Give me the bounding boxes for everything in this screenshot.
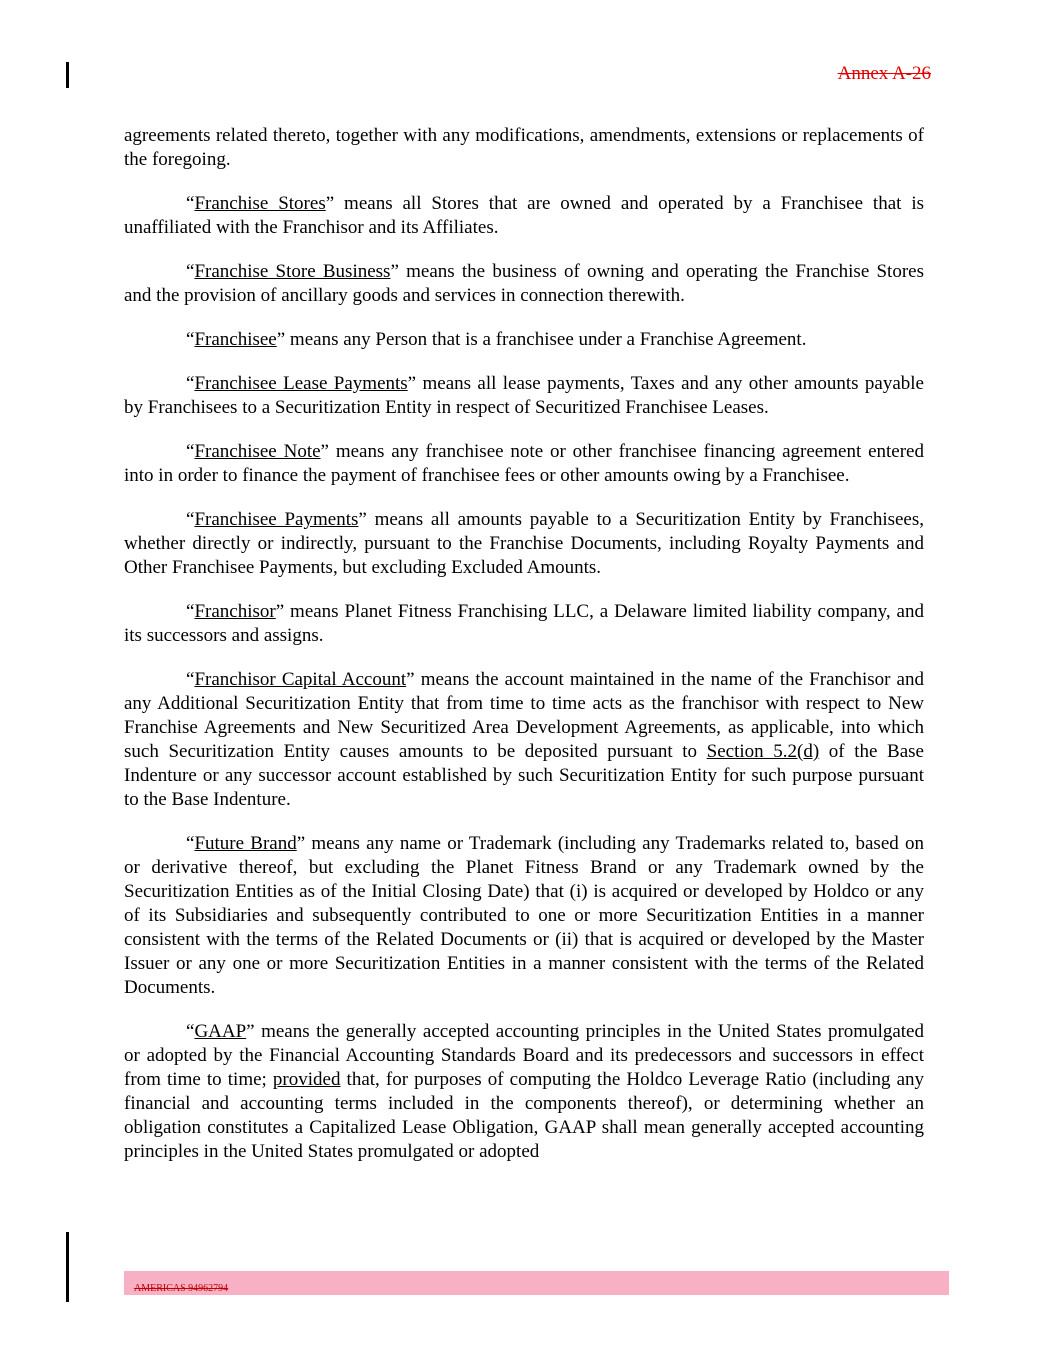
definition-franchisor-capital-account: “Franchisor Capital Account” means the account maintained in the name of the Franchisor and any Additional Securitization Entity that from time to time acts as the franchisor with respect to New Franchise Agreements and New Securitized Area Development Agreements, as applicable, into which such Securitization Entity causes amounts to be deposited pursuant to Section 5.2(d) of the Base Indenture or any successor account established by such Securitization Entity for such purpose pursuant to the Base Indenture. [124,669,924,810]
footer-doc-id: AMERICAS 94962794 [134,1283,229,1294]
definition-franchise-store-business: “Franchise Store Business” means the business of owning and operating the Franchise Stores and the provision of ancillary goods and services in connection therewith. [124,261,924,306]
definition-franchise-stores: “Franchise Stores” means all Stores that are owned and operated by a Franchisee that is unaffiliated with the Franchisor and its Affiliates. [124,193,924,238]
definition-franchisee: “Franchisee” means any Person that is a franchisee under a Franchise Agreement. [186,329,807,350]
definition-gaap: “GAAP” means the generally accepted accounting principles in the United States promulgated or adopted by the Financial Accounting Standards Board and its predecessors and successors in effect from time to time; provided that, for purposes of computing the Holdco Leverage Ratio (including any financial and accounting terms included in the components thereof), or determining whether an obligation constitutes a Capitalized Lease Obligation, GAAP shall mean generally accepted accounting principles in the United States promulgated or adopted [124,1021,925,1162]
defined-term: Franchisor [194,601,276,622]
change-bar-bottom [66,1232,69,1302]
definition-franchisor: “Franchisor” means Planet Fitness Franchising LLC, a Delaware limited liability company, and its successors and assigns. [124,601,924,646]
change-bar-top [66,62,69,88]
defined-term: Franchisor Capital Account [194,669,407,690]
defined-term: Franchisee [194,329,277,350]
definition-future-brand: “Future Brand” means any name or Trademark (including any Trademarks related to, based on or derivative thereof, but excluding the Planet Fitness Brand or any Trademark owned by the Securitization Entities as of the Initial Closing Date) that (i) is acquired or developed by Holdco or any of its Subsidiaries and subsequently contributed to one or more Securitization Entities in a manner consistent with the terms of the Related Documents or (ii) that is acquired or developed by the Master Issuer or any one or more Securitization Entities in a manner consistent with the terms of the Related Documents. [124,833,924,998]
defined-term: GAAP [194,1021,247,1042]
paragraph-continuation: agreements related thereto, together with any modifications, amendments, extensions or replacements of the foregoing. [124,125,924,170]
definition-franchisee-lease-payments: “Franchisee Lease Payments” means all lease payments, Taxes and any other amounts payable by Franchisees to a Securitization Entity in respect of Securitized Franchisee Leases. [124,373,924,418]
annex-label: Annex A-26 [837,63,931,84]
proviso-term: provided [272,1069,341,1090]
document-body [124,124,924,1184]
footer-highlight [124,1271,949,1295]
defined-term: Franchisee Lease Payments [194,373,408,394]
definition-franchisee-payments: “Franchisee Payments” means all amounts payable to a Securitization Entity by Franchisees, whether directly or indirectly, pursuant to the Franchise Documents, including Royalty Payments and Other Franchisee Payments, but excluding Excluded Amounts. [124,509,925,578]
defined-term: Franchisee Note [194,441,321,462]
defined-term: Franchise Store Business [194,261,391,282]
section-reference: Section 5.2(d) [706,741,820,762]
defined-term: Future Brand [194,833,297,854]
defined-term: Franchise Stores [194,193,326,214]
defined-term: Franchisee Payments [194,509,359,530]
definition-franchisee-note: “Franchisee Note” means any franchisee note or other franchisee financing agreement entered into in order to finance the payment of franchisee fees or other amounts owing by a Franchisee. [124,441,924,486]
